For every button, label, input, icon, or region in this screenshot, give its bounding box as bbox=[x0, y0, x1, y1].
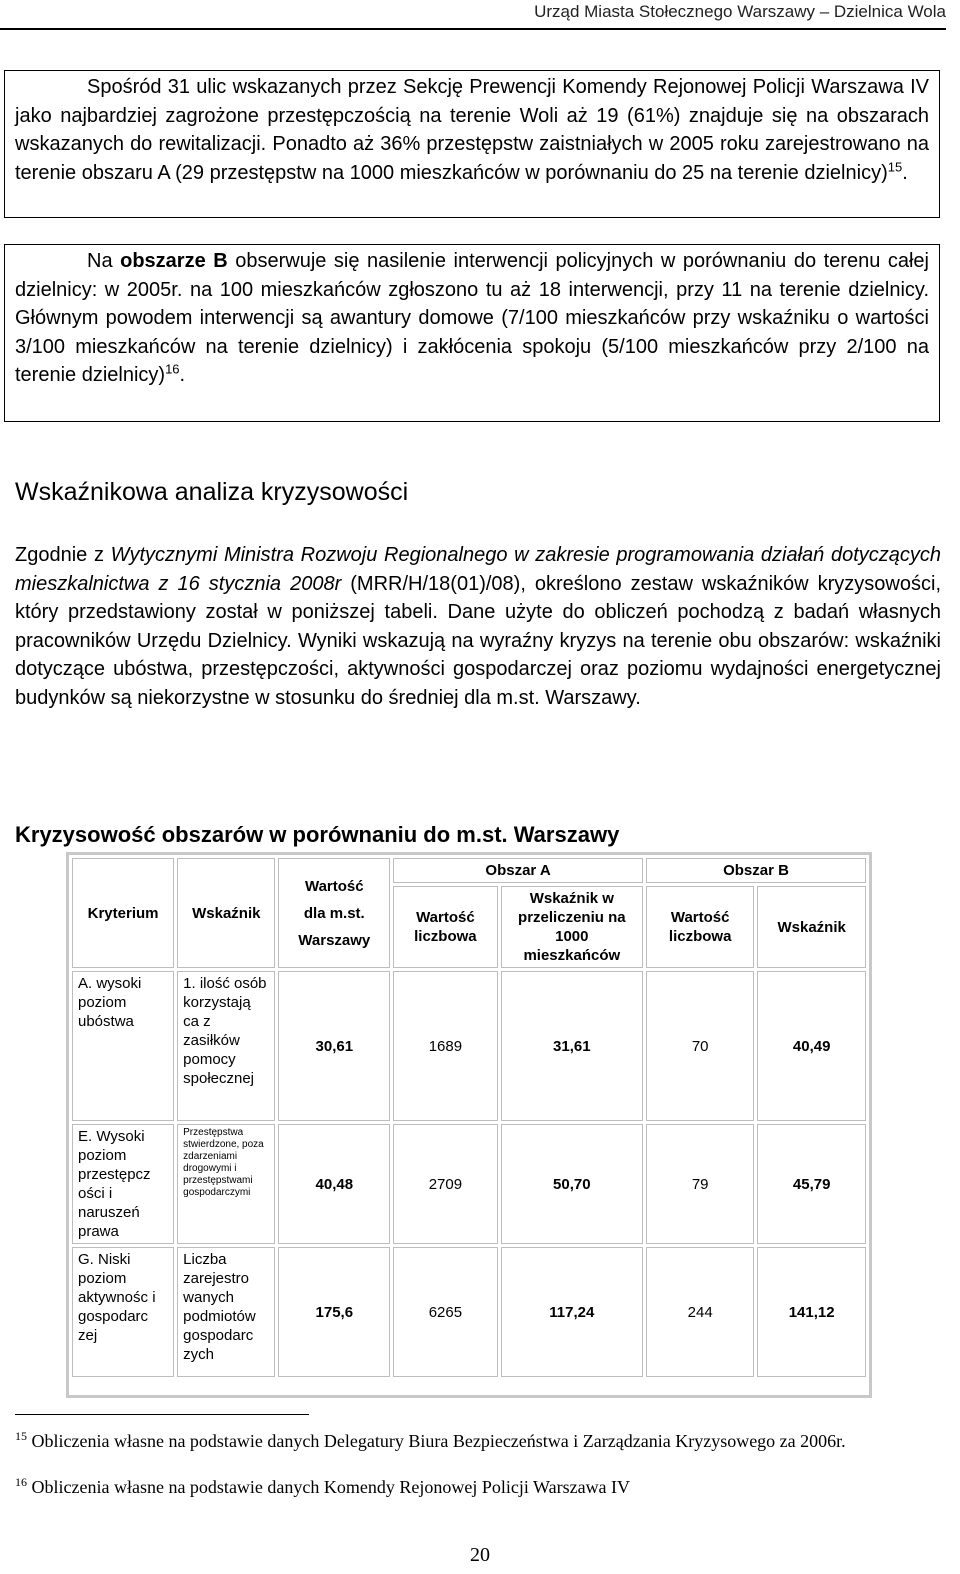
table-row bbox=[72, 971, 866, 1121]
boxed-paragraph-1 bbox=[4, 70, 940, 218]
footnote-16-num: 16 bbox=[15, 1475, 27, 1489]
header-kryterium: Kryterium bbox=[72, 858, 174, 968]
box2-bold: obszarze B bbox=[120, 250, 228, 272]
row2-wskaznik: Przestępstwa stwierdzone, poza zdarzeniami drogowymi i przestępstwami gospodarczymi bbox=[177, 1124, 275, 1244]
table-title: Kryzysowość obszarów w porównaniu do m.st. Warszawy bbox=[15, 822, 620, 847]
row2-a-ind: 50,70 bbox=[501, 1124, 643, 1244]
header-wartosc-line2: dla m.st. bbox=[303, 904, 365, 922]
row2-a-val: 2709 bbox=[393, 1124, 498, 1244]
row3-wskaznik: Liczba zarejestro wanych podmiotów gospodarc zych bbox=[177, 1247, 275, 1377]
header-wartosc-warszawa bbox=[278, 858, 390, 968]
table-row bbox=[72, 1247, 866, 1377]
header-wartosc-line1: Wartość bbox=[304, 877, 364, 895]
header-wartosc-line3: Warszawy bbox=[298, 931, 371, 949]
header-wskaznik: Wskaźnik bbox=[177, 858, 275, 968]
footnote-ref-16[interactable]: 16 bbox=[165, 361, 180, 377]
table-header-row-1 bbox=[72, 858, 866, 883]
row1-a-ind: 31,61 bbox=[501, 971, 643, 1121]
row2-warszawa: 40,48 bbox=[278, 1124, 390, 1244]
header-obszar-b: Obszar B bbox=[646, 858, 866, 883]
row2-b-val: 79 bbox=[646, 1124, 754, 1244]
row1-wskaznik: 1. ilość osób korzystają ca z zasiłków pomocy społecznej bbox=[177, 971, 275, 1121]
para-rest: (MRR/H/18(01)/08), określono zestaw wskaźników kryzysowości, który przedstawiony został w poniższej tabeli. Dane użyte do obliczeń pochodzą z badań własnych pracowników Urzędu Dzielnicy. Wyniki wskazują na wyraźny kryzys na terenie obu obszarów: wskaźniki dotyczące ubóstwa, przestępczości, aktywności gospodarczej oraz poziomu wydajności energetycznej budynków są niekorzystne w stosunku do średniej dla m.st. Warszawy. bbox=[15, 572, 941, 709]
footnote-15-text: Obliczenia własne na podstawie danych Delegatury Biura Bezpieczeństwa i Zarządzania Kryzysowego za 2006r. bbox=[31, 1431, 846, 1451]
row1-warszawa: 30,61 bbox=[278, 971, 390, 1121]
para-italic: Wytycznymi Ministra Rozwoju Regionalnego w zakresie programowania działań dotyczących mieszkalnictwa z 16 stycznia 2008r bbox=[15, 544, 941, 595]
crisis-table bbox=[66, 852, 872, 1398]
header-b-wartosc: Wartość liczbowa bbox=[646, 886, 754, 968]
row3-a-ind: 117,24 bbox=[501, 1247, 643, 1377]
section-paragraph bbox=[15, 541, 941, 713]
box1-end: . bbox=[902, 161, 908, 184]
box2-prefix: Na bbox=[87, 250, 121, 272]
box2-end: . bbox=[179, 364, 186, 386]
boxed-paragraph-2 bbox=[4, 244, 940, 422]
box2-text: obserwuje się nasilenie interwencji policyjnych w porównaniu do terenu całej dzielnicy: w 2005r. na 100 mieszkańców zgłoszono tu aż 18 interwencji, przy 11 na terenie dzielnicy. Głównym powodem interwencji są awantury domowe (7/100 mieszkańców przy wskaźniku o wartości 3/100 mieszkańców na terenie dzielnicy) i zakłócenia spokoju (5/100 mieszkańców przy 2/100 na terenie dzielnicy) bbox=[15, 250, 930, 386]
header-obszar-a: Obszar A bbox=[393, 858, 643, 883]
header-b-wskaznik: Wskaźnik bbox=[757, 886, 866, 968]
row1-b-val: 70 bbox=[646, 971, 754, 1121]
footnote-15-num: 15 bbox=[15, 1429, 27, 1443]
row1-b-ind: 40,49 bbox=[757, 971, 866, 1121]
row2-kryterium: E. Wysoki poziom przestępcz ości i naruszeń prawa bbox=[72, 1124, 174, 1244]
row3-warszawa: 175,6 bbox=[278, 1247, 390, 1377]
header-a-wskaznik: Wskaźnik w przeliczeniu na 1000 mieszkańców bbox=[501, 886, 643, 968]
row3-b-ind: 141,12 bbox=[757, 1247, 866, 1377]
row1-kryterium: A. wysoki poziom ubóstwa bbox=[72, 971, 174, 1121]
footnote-rule bbox=[15, 1414, 309, 1415]
header-a-wartosc: Wartość liczbowa bbox=[393, 886, 498, 968]
footnote-16-text: Obliczenia własne na podstawie danych Komendy Rejonowej Policji Warszawa IV bbox=[31, 1477, 631, 1497]
footnote-16 bbox=[15, 1476, 945, 1498]
box1-text: Spośród 31 ulic wskazanych przez Sekcję Prewencji Komendy Rejonowej Policji Warszawa IV jako najbardziej zagrożone przestępczością na terenie Woli aż 19 (61%) znajduje się na obszarach wskazanych do rewitalizacji. Ponadto aż 36% przestępstw zaistniałych w 2005 roku zarejestrowano na terenie obszaru A (29 przestępstw na 1000 mieszkańców w porównaniu do 25 na terenie dzielnicy) bbox=[15, 76, 929, 184]
page-header: Urząd Miasta Stołecznego Warszawy – Dzielnica Wola bbox=[534, 2, 946, 21]
para-lead: Zgodnie z bbox=[15, 544, 111, 566]
page-number: 20 bbox=[470, 1544, 490, 1566]
row3-kryterium: G. Niski poziom aktywnośc i gospodarc zej bbox=[72, 1247, 174, 1377]
footnote-ref-15[interactable]: 15 bbox=[887, 158, 903, 174]
footnote-15 bbox=[15, 1430, 945, 1452]
row3-b-val: 244 bbox=[646, 1247, 754, 1377]
row1-a-val: 1689 bbox=[393, 971, 498, 1121]
header-rule bbox=[0, 28, 946, 30]
row3-a-val: 6265 bbox=[393, 1247, 498, 1377]
section-title: Wskaźnikowa analiza kryzysowości bbox=[15, 478, 409, 506]
row2-b-ind: 45,79 bbox=[757, 1124, 866, 1244]
table-row bbox=[72, 1124, 866, 1244]
